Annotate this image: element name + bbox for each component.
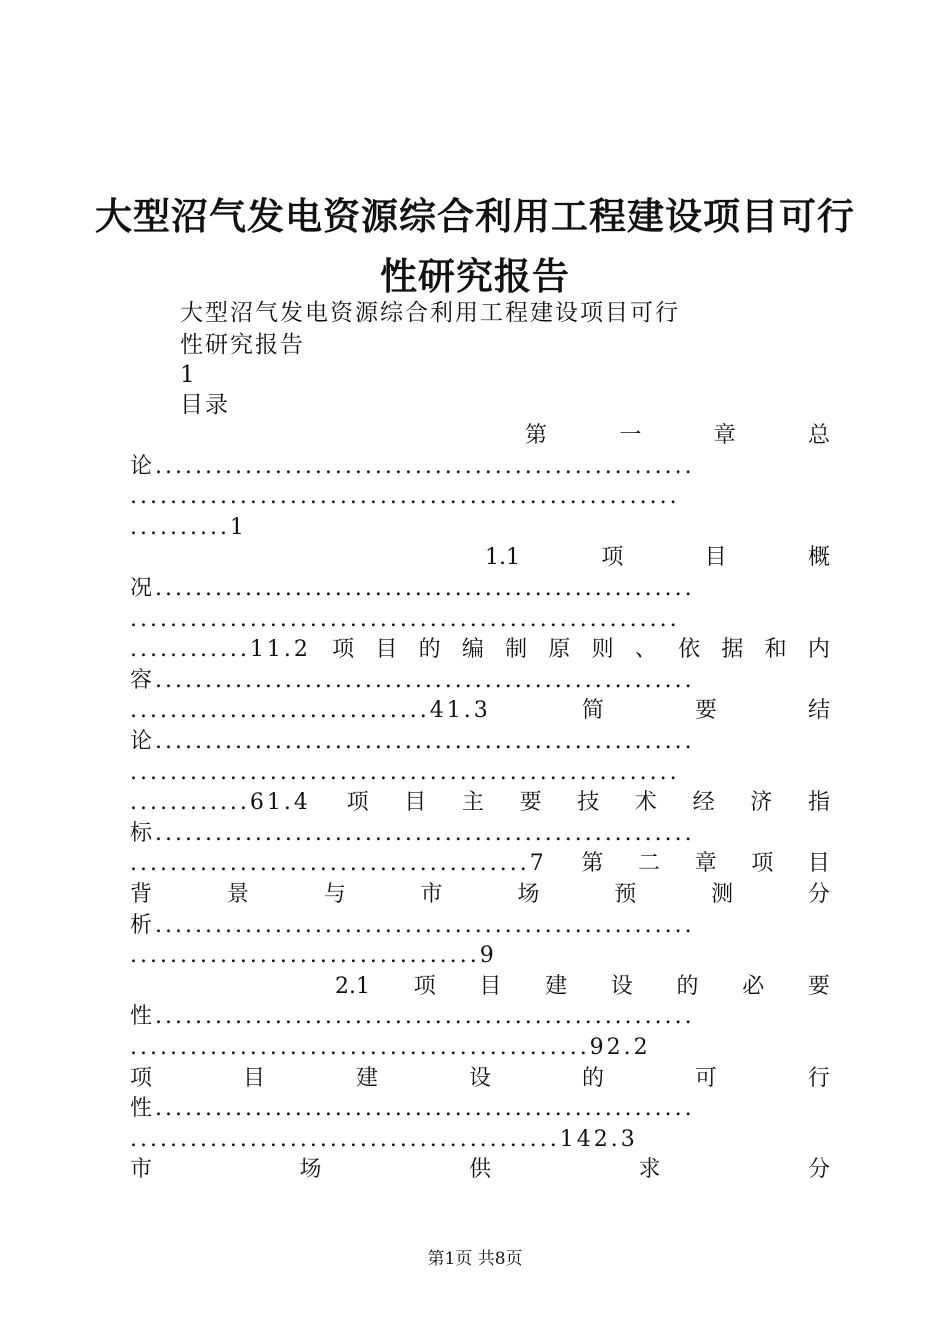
toc-line bbox=[130, 911, 830, 941]
toc-token: 指 bbox=[807, 790, 830, 816]
toc-token: 建 bbox=[355, 1065, 378, 1091]
toc-line bbox=[130, 574, 830, 604]
toc-text: 标...................................................... bbox=[130, 820, 695, 846]
toc-line bbox=[130, 1125, 830, 1155]
toc-token: 项 bbox=[346, 790, 369, 816]
toc-token: 内 bbox=[807, 637, 830, 663]
subtitle-line-1: 大型沼气发电资源综合利用工程建设项目可行 bbox=[180, 300, 680, 326]
toc-token: 市 bbox=[130, 1157, 153, 1183]
toc-line bbox=[130, 1033, 830, 1063]
toc-line bbox=[335, 972, 830, 1002]
toc-line bbox=[130, 1155, 830, 1185]
toc-line bbox=[525, 421, 830, 451]
toc-token: 总 bbox=[807, 423, 830, 448]
toc-text: ....................................................... bbox=[130, 606, 680, 632]
toc-text: 性...................................................... bbox=[130, 1096, 695, 1122]
toc-text: 论...................................................... bbox=[130, 729, 695, 754]
toc-token: ..............................41.3 bbox=[130, 698, 491, 724]
toc-token: 市 bbox=[420, 882, 443, 907]
toc-line bbox=[130, 788, 830, 818]
toc-token: 预 bbox=[614, 882, 637, 907]
document-title-line-1: 大型沼气发电资源综合利用工程建设项目可行 bbox=[95, 195, 855, 238]
toc-token: 设 bbox=[610, 973, 633, 999]
toc-token: 目 bbox=[375, 637, 398, 663]
toc-line bbox=[130, 605, 830, 635]
toc-token: 背 bbox=[130, 882, 153, 907]
toc-token: 供 bbox=[468, 1157, 491, 1183]
toc-token: 目 bbox=[807, 851, 830, 877]
toc-text: 况...................................................... bbox=[130, 576, 695, 601]
toc-token: ........................................7 bbox=[130, 851, 547, 877]
toc-text: 论...................................................... bbox=[130, 453, 695, 479]
toc-token: 依 bbox=[678, 637, 701, 663]
toc-text: ..........1 bbox=[130, 514, 247, 540]
toc-text: 容...................................................... bbox=[130, 667, 695, 693]
toc-token: 技 bbox=[577, 790, 600, 816]
toc-token: 2.1 bbox=[335, 973, 370, 999]
toc-token: ............61.4 bbox=[130, 790, 311, 816]
subtitle-line-2: 性研究报告 bbox=[180, 332, 305, 358]
toc-line bbox=[130, 880, 830, 910]
toc-line bbox=[130, 513, 830, 543]
toc-heading: 目录 bbox=[180, 392, 230, 418]
toc-token: 的 bbox=[581, 1065, 604, 1091]
toc-text: ..............................................92.2 bbox=[130, 1035, 651, 1060]
toc-token: 必 bbox=[742, 973, 765, 999]
toc-token: 济 bbox=[750, 790, 773, 816]
toc-text: ....................................................... bbox=[130, 484, 680, 510]
toc-token: 经 bbox=[692, 790, 715, 816]
toc-line bbox=[130, 666, 830, 696]
toc-token: 可 bbox=[694, 1065, 717, 1091]
toc-token: 的 bbox=[676, 973, 699, 999]
toc-token: 则 bbox=[591, 637, 614, 663]
toc-token: 目 bbox=[704, 545, 727, 571]
toc-line bbox=[130, 635, 830, 665]
toc-line bbox=[130, 1064, 830, 1094]
toc-token: 景 bbox=[226, 882, 249, 907]
toc-token: 项 bbox=[332, 637, 355, 663]
toc-token: 原 bbox=[548, 637, 571, 663]
toc-token: 简 bbox=[581, 698, 604, 724]
toc-token: 据 bbox=[721, 637, 744, 663]
toc-token: 求 bbox=[638, 1157, 661, 1183]
toc-token: 目 bbox=[242, 1065, 265, 1091]
toc-token: 术 bbox=[634, 790, 657, 816]
toc-token: 章 bbox=[713, 423, 736, 448]
document-title-line-2: 性研究报告 bbox=[380, 255, 570, 298]
toc-token: 第 bbox=[581, 851, 604, 877]
toc-token: 场 bbox=[299, 1157, 322, 1183]
toc-text: 析...................................................... bbox=[130, 912, 695, 938]
toc-text: ....................................................... bbox=[130, 759, 680, 785]
toc-token: 概 bbox=[807, 545, 830, 571]
toc-token: 建 bbox=[545, 973, 568, 999]
toc-line bbox=[130, 1094, 830, 1124]
toc-token: 行 bbox=[807, 1065, 830, 1091]
toc-line bbox=[485, 543, 830, 573]
toc-token: 主 bbox=[461, 790, 484, 816]
toc-token: 编 bbox=[461, 637, 484, 663]
toc-token: 二 bbox=[638, 851, 661, 877]
page-footer: 第1页 共8页 bbox=[427, 1249, 523, 1269]
toc-token: 项 bbox=[751, 851, 774, 877]
toc-token: 设 bbox=[468, 1065, 491, 1091]
toc-line bbox=[130, 727, 830, 757]
toc-line bbox=[130, 452, 830, 482]
toc-token: 和 bbox=[764, 637, 787, 663]
toc-token: 要 bbox=[694, 698, 717, 724]
toc-token: 场 bbox=[517, 882, 540, 907]
toc-token: 制 bbox=[505, 637, 528, 663]
toc-line bbox=[130, 758, 830, 788]
toc-line bbox=[130, 1002, 830, 1032]
toc-token: 项 bbox=[601, 545, 624, 571]
toc-token: 项 bbox=[130, 1065, 153, 1091]
toc-token: 与 bbox=[323, 882, 346, 907]
toc-line bbox=[130, 819, 830, 849]
toc-token: 章 bbox=[694, 851, 717, 877]
toc-token: 的 bbox=[418, 637, 441, 663]
toc-line bbox=[130, 482, 830, 512]
toc-line bbox=[130, 696, 830, 726]
toc-text: ...................................9 bbox=[130, 943, 497, 969]
toc-token: 分 bbox=[807, 882, 830, 907]
toc-text: ...........................................142.3 bbox=[130, 1126, 638, 1152]
toc-line bbox=[130, 849, 830, 879]
toc-token: 目 bbox=[479, 973, 502, 999]
page-mark: 1 bbox=[180, 362, 197, 388]
toc-token: 测 bbox=[711, 882, 734, 907]
toc-token: 要 bbox=[807, 973, 830, 999]
toc-token: 一 bbox=[619, 423, 642, 448]
toc-token: 项 bbox=[413, 973, 436, 999]
toc-line bbox=[130, 941, 830, 971]
toc-token: 1.1 bbox=[485, 545, 520, 571]
toc-token: 、 bbox=[634, 637, 657, 663]
toc-token: 结 bbox=[807, 698, 830, 724]
toc-token: 分 bbox=[807, 1157, 830, 1183]
toc-token: ............11.2 bbox=[130, 637, 311, 663]
toc-text: 性...................................................... bbox=[130, 1004, 695, 1030]
toc-token: 要 bbox=[519, 790, 542, 816]
toc-token: 目 bbox=[404, 790, 427, 816]
toc-token: 第 bbox=[525, 423, 548, 448]
